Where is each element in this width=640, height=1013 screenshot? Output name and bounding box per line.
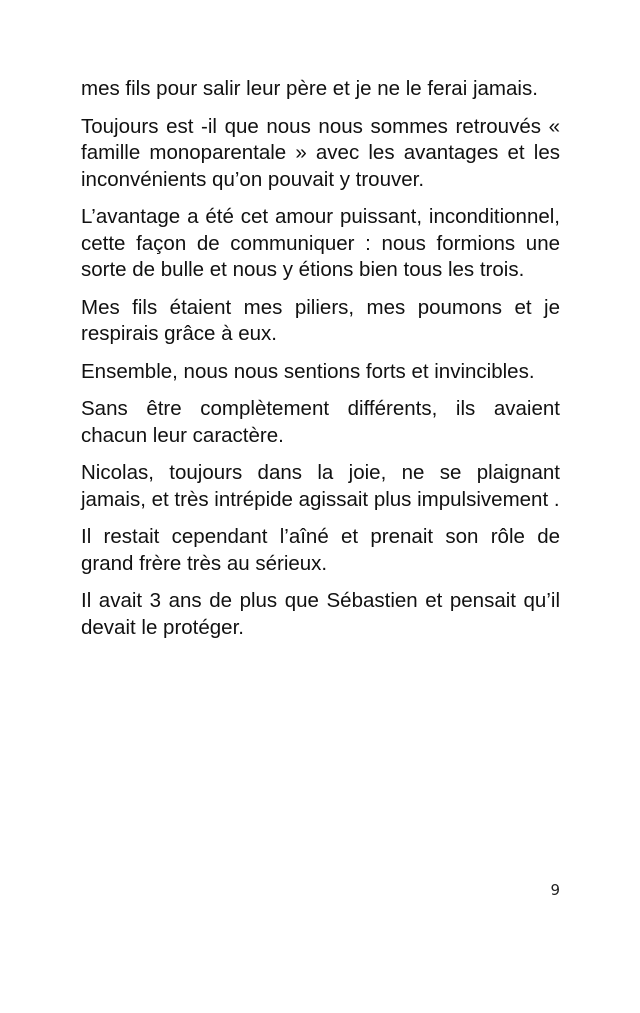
paragraph-2: Toujours est -il que nous nous sommes retrouvés « famille monoparentale » avec les avantages et les inconvénients qu’on pouvait y trouver. <box>81 114 560 191</box>
paragraph-8: Il restait cependant l’aîné et prenait son rôle de grand frère très au sérieux. <box>81 525 560 575</box>
paragraph-5: Ensemble, nous nous sentions forts et invincibles. <box>81 359 535 383</box>
page-number: 9 <box>550 881 560 899</box>
page-body-text <box>81 76 560 652</box>
paragraph-6: Sans être complètement différents, ils avaient chacun leur caractère. <box>81 397 560 447</box>
paragraph-4: Mes fils étaient mes piliers, mes poumons et je respirais grâce à eux. <box>81 295 560 345</box>
paragraph-7: Nicolas, toujours dans la joie, ne se plaignant jamais, et très intrépide agissait plus impulsivement . <box>81 461 560 511</box>
paragraph-1: mes fils pour salir leur père et je ne le ferai jamais. <box>81 77 538 100</box>
paragraph-9: Il avait 3 ans de plus que Sébastien et pensait qu’il devait le protéger. <box>81 589 560 639</box>
paragraph-3: L’avantage a été cet amour puissant, inconditionnel, cette façon de communiquer : nous formions une sorte de bulle et nous y étions bien tous les trois. <box>81 205 560 281</box>
